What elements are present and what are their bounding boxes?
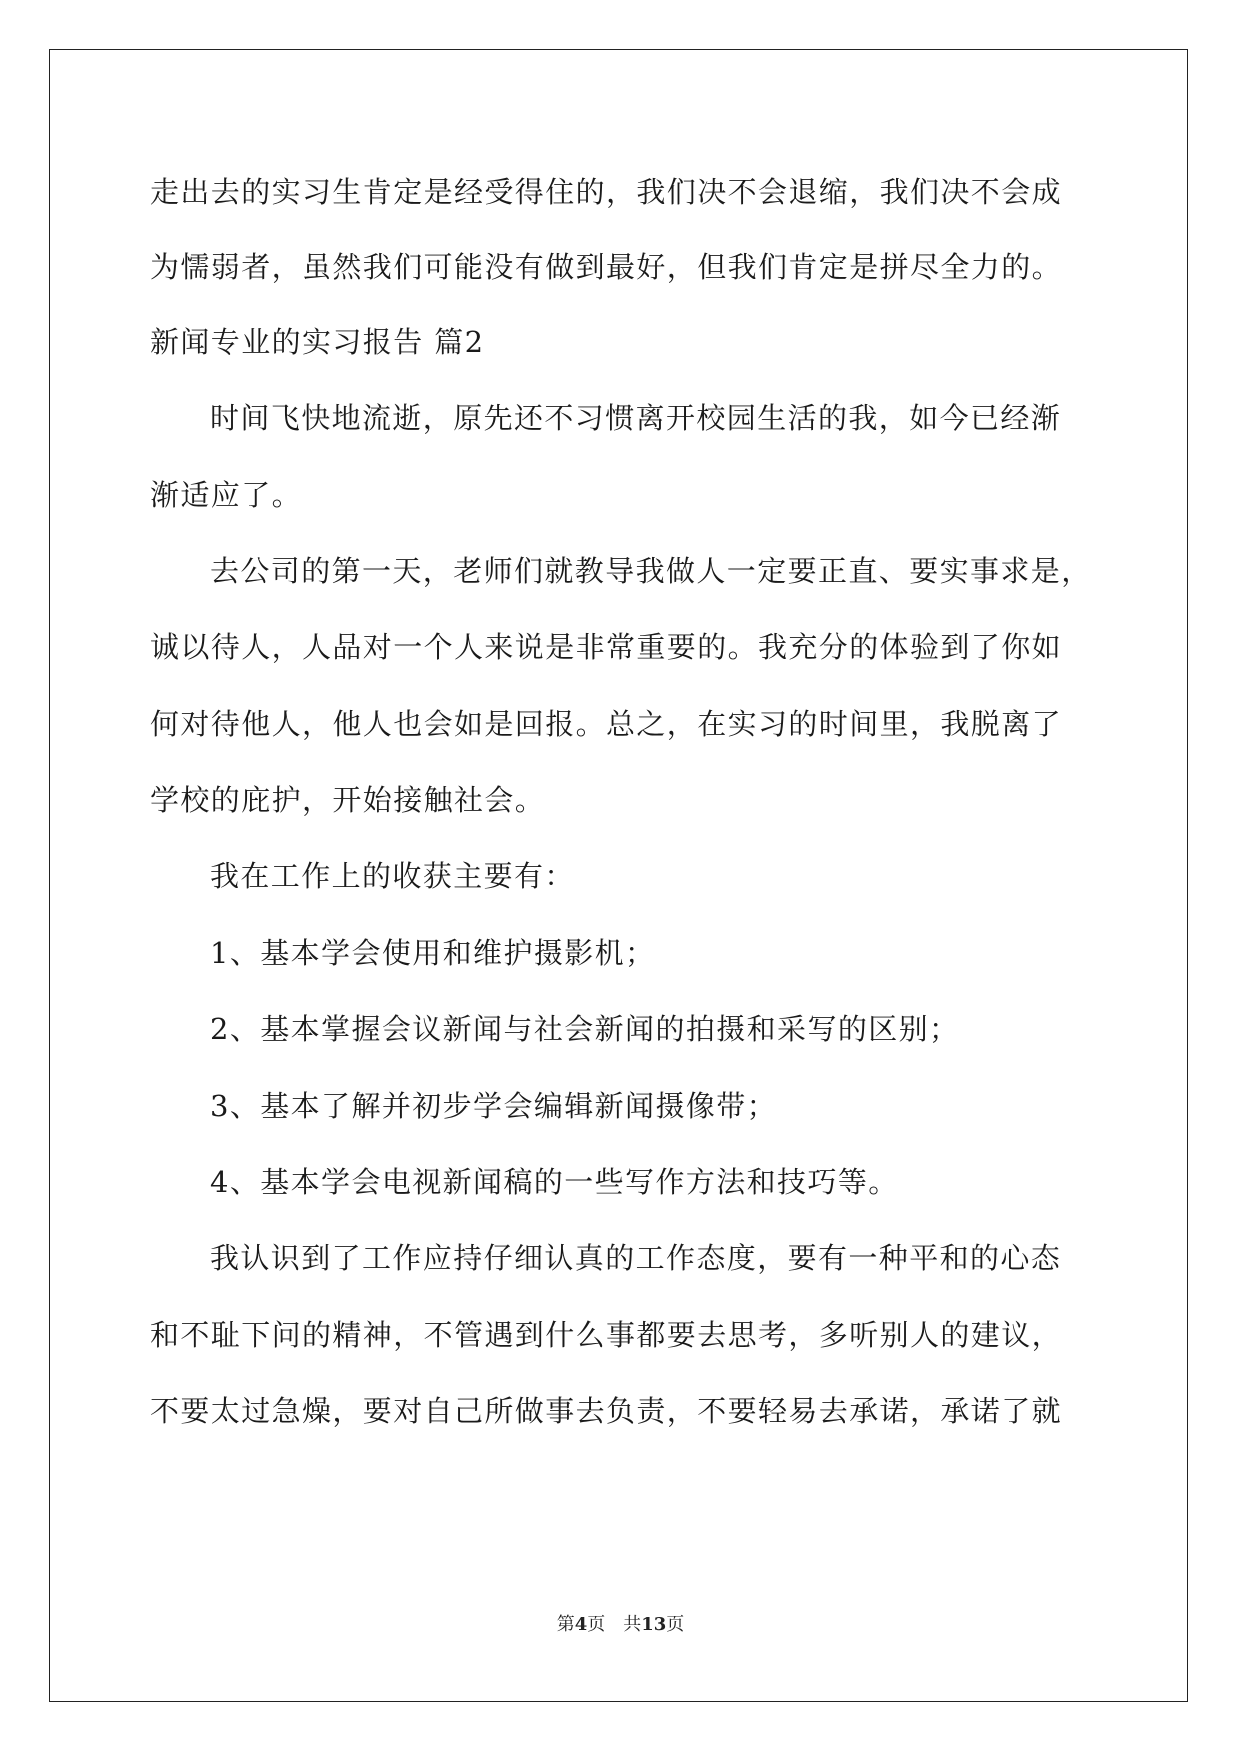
text-line-15: 我认识到了工作应持仔细认真的工作态度，要有一种平和的心态 <box>210 1241 1062 1275</box>
text-line-2: 为懦弱者，虽然我们可能没有做到最好，但我们肯定是拼尽全力的。 <box>150 250 1063 284</box>
section-heading: 新闻专业的实习报告 篇2 <box>150 325 485 359</box>
total-pages-number: 13 <box>641 1614 667 1635</box>
list-item-2: 2、基本掌握会议新闻与社会新闻的拍摄和采写的区别； <box>210 1012 960 1046</box>
text-line-9: 学校的庇护，开始接触社会。 <box>150 783 546 817</box>
text-line-8: 何对待他人，他人也会如是回报。总之，在实习的时间里，我脱离了 <box>150 707 1063 741</box>
footer-middle: 页 共 <box>587 1614 642 1635</box>
list-item-4: 4、基本学会电视新闻稿的一些写作方法和技巧等。 <box>210 1165 899 1199</box>
footer-suffix: 页 <box>666 1614 685 1635</box>
text-line-17: 不要太过急燥，要对自己所做事去负责，不要轻易去承诺，承诺了就 <box>150 1394 1063 1428</box>
list-item-3: 3、基本了解并初步学会编辑新闻摄像带； <box>210 1089 778 1123</box>
text-line-6: 去公司的第一天，老师们就教导我做人一定要正直、要实事求是， <box>210 554 1092 588</box>
text-line-16: 和不耻下问的精神，不管遇到什么事都要去思考，多听别人的建议， <box>150 1318 1063 1352</box>
footer-prefix: 第 <box>556 1614 575 1635</box>
text-line-4: 时间飞快地流逝，原先还不习惯离开校园生活的我，如今已经渐 <box>210 401 1062 435</box>
text-line-7: 诚以待人，人品对一个人来说是非常重要的。我充分的体验到了你如 <box>150 630 1063 664</box>
text-line-5: 渐适应了。 <box>150 478 303 512</box>
current-page-number: 4 <box>574 1614 588 1635</box>
list-item-1: 1、基本学会使用和维护摄影机； <box>210 936 656 970</box>
page-footer <box>0 1613 1241 1637</box>
text-line-10: 我在工作上的收获主要有： <box>210 859 575 893</box>
text-line-1: 走出去的实习生肯定是经受得住的，我们决不会退缩，我们决不会成 <box>150 175 1063 209</box>
